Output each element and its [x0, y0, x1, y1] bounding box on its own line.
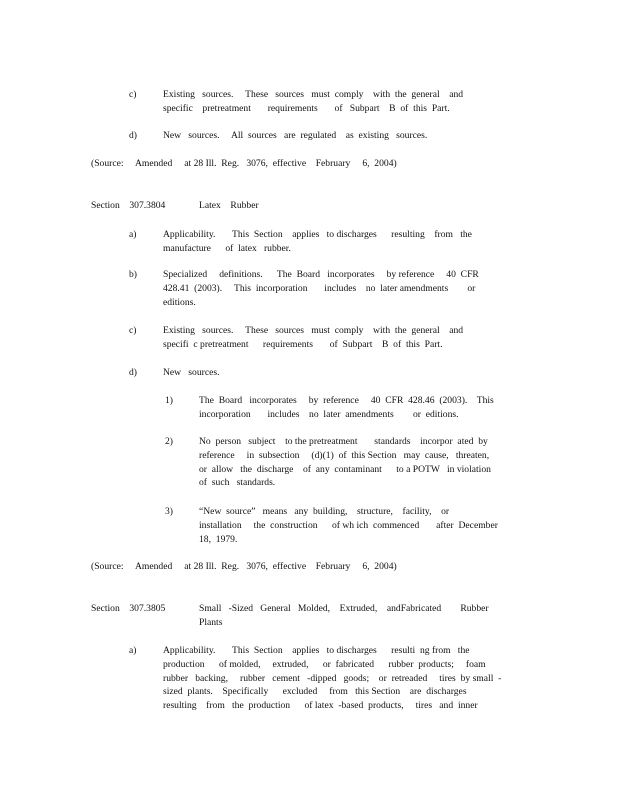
text-line: 18, 1979.	[199, 533, 238, 545]
item-text	[163, 324, 485, 352]
item-text	[163, 644, 519, 713]
source-note: (Source: Amended at 28 Ill. Reg. 3076, effective February 6, 2004)	[91, 561, 397, 572]
text-line: or allow the discharge of any contaminant to a POTW in violation	[199, 463, 491, 475]
text-line: sized plants. Specifically excluded from this Section are discharges	[163, 686, 467, 698]
item-text	[163, 366, 485, 380]
text-line: incorporation includes no later amendments or editions.	[199, 408, 459, 420]
item-text	[163, 268, 485, 309]
section-title-continued: Plants	[199, 617, 223, 628]
text-line: of such standards.	[199, 477, 276, 489]
section-number: Section 307.3805	[91, 603, 166, 614]
subitem-text	[199, 505, 519, 546]
text-line: Applicability. This Section applies to discharges resulting from the	[163, 229, 472, 240]
item-label: a)	[129, 645, 137, 656]
text-line: Applicability. This Section applies to discharges resulti ng from the	[163, 645, 470, 656]
text-line: New sources.	[163, 367, 220, 378]
text-line: New sources. All sources are regulated as existing sources.	[163, 130, 428, 141]
text-line: No person subject to the pretreatment standards incorpor ated by	[199, 436, 488, 447]
item-label: a)	[129, 229, 137, 240]
text-line: Existing sources. These sources must comply with the general and	[163, 325, 464, 336]
subitem-label: 2)	[165, 436, 173, 447]
subitem-text	[199, 394, 519, 422]
text-line: editions.	[163, 296, 196, 308]
text-line: reference in subsection (d)(1) of this Section may cause, threaten,	[199, 449, 490, 461]
item-text	[163, 129, 485, 143]
section-title: Small -Sized General Molded, Extruded, andFabricated Rubber	[199, 603, 489, 614]
item-label: d)	[129, 367, 137, 378]
text-line: “New source” means any building, structure, facility, or	[199, 506, 450, 517]
subitem-text	[199, 435, 519, 490]
item-text	[163, 228, 485, 256]
item-text	[163, 88, 485, 116]
text-line: specifi c pretreatment requirements of Subpart B of this Part.	[163, 338, 443, 350]
text-line: resulting from the production of latex -based products, tires and inner	[163, 700, 478, 712]
section-title: Latex Rubber	[199, 200, 259, 211]
text-line: specific pretreatment requirements of Subpart B of this Part.	[163, 102, 450, 114]
item-label: b)	[129, 269, 137, 280]
item-label: d)	[129, 130, 137, 141]
source-note: (Source: Amended at 28 Ill. Reg. 3076, effective February 6, 2004)	[91, 158, 397, 169]
text-line: rubber backing, rubber cement -dipped goods; or retreaded tires by small -	[163, 672, 502, 684]
section-number: Section 307.3804	[91, 200, 166, 211]
text-line: 428.41 (2003). This incorporation includes no later amendments or	[163, 282, 476, 294]
text-line: The Board incorporates by reference 40 CFR 428.46 (2003). This	[199, 395, 494, 406]
item-label: c)	[129, 89, 137, 100]
subitem-label: 3)	[165, 506, 173, 517]
item-label: c)	[129, 325, 137, 336]
text-line: manufacture of latex rubber.	[163, 242, 291, 254]
text-line: installation the construction of wh ich commenced after December	[199, 519, 498, 531]
text-line: production of molded, extruded, or fabricated rubber products; foam	[163, 658, 486, 670]
text-line: Specialized definitions. The Board incorporates by reference 40 CFR	[163, 269, 479, 280]
subitem-label: 1)	[165, 395, 173, 406]
text-line: Existing sources. These sources must comply with the general and	[163, 89, 464, 100]
